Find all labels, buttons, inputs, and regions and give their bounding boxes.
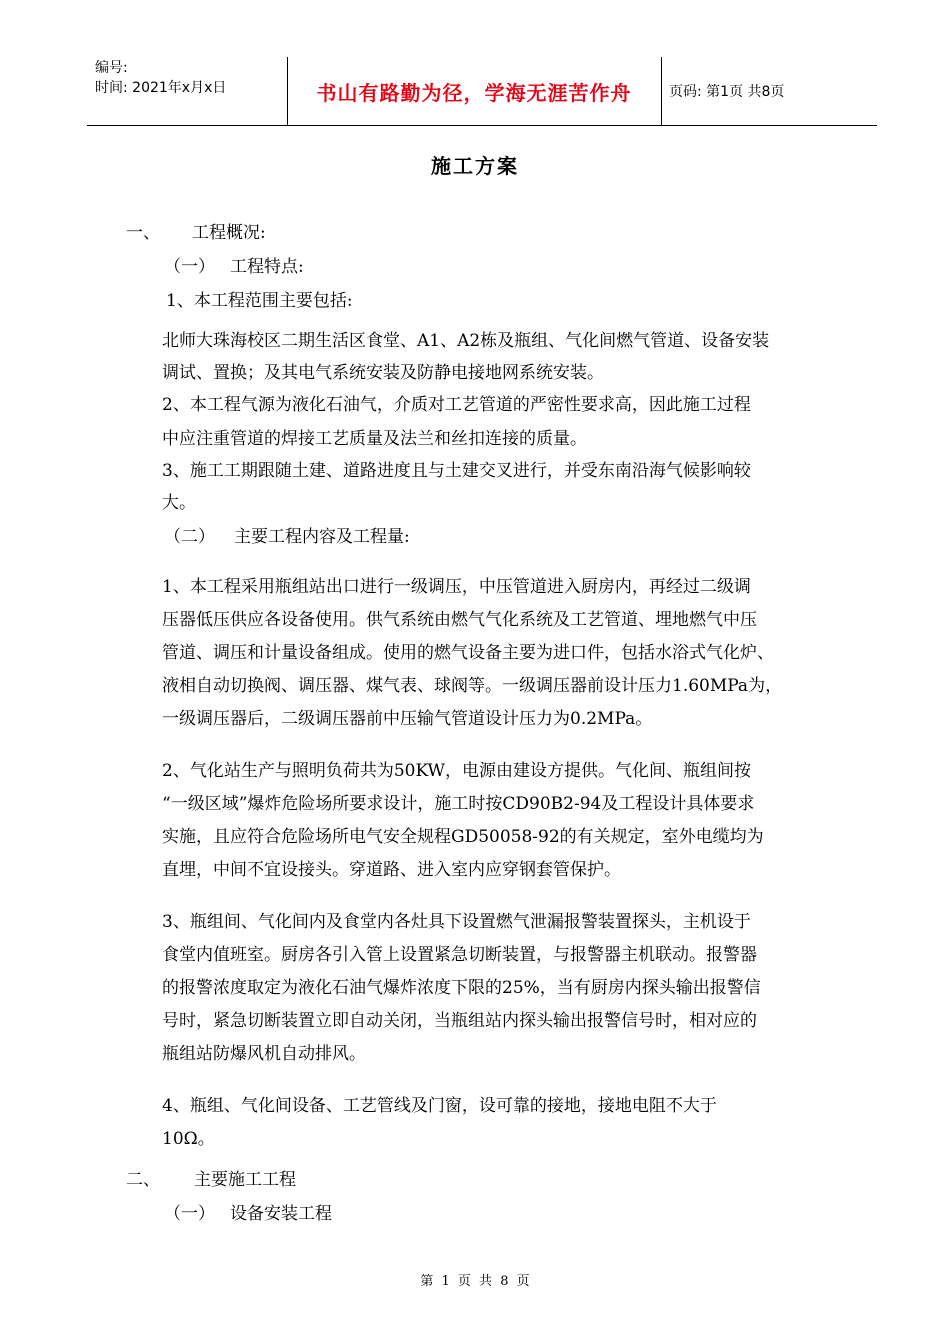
section-title: 主要施工工程: [194, 1170, 296, 1190]
subsection-title: 工程特点:: [230, 257, 304, 277]
subsection-number: （一）: [164, 1204, 215, 1224]
paragraph-line: 1、本工程范围主要包括:: [166, 291, 353, 311]
paragraph-line: 管道、调压和计量设备组成。使用的燃气设备主要为进口件，包括水浴式气化炉、: [162, 643, 774, 663]
section-heading-2: [126, 1165, 296, 1190]
header-meta: [95, 58, 285, 98]
paragraph-line: 实施，且应符合危险场所电气安全规程GD50058-92的有关规定，室外电缆均为: [162, 827, 764, 847]
paragraph-line: 食堂内值班室。厨房各引入管上设置紧急切断装置，与报警器主机联动。报警器: [162, 945, 757, 965]
header-page-number: 页码: 第1页 共8页: [669, 84, 785, 100]
paragraph-line: 的报警浓度取定为液化石油气爆炸浓度下限的25%，当有厨房内探头输出报警信: [162, 978, 761, 998]
paragraph-line: 2、本工程气源为液化石油气，介质对工艺管道的严密性要求高，因此施工过程: [162, 395, 751, 415]
paragraph-line: “一级区域”爆炸危险场所要求设计，施工时按CD90B2-94及工程设计具体要求: [162, 794, 755, 814]
section-number: 二、: [126, 1170, 160, 1190]
paragraph-line: 1、本工程采用瓶组站出口进行一级调压，中压管道进入厨房内，再经过二级调: [162, 577, 751, 597]
document-title: 施工方案: [431, 154, 519, 178]
paragraph-line: 直埋，中间不宜设接头。穿道路、进入室内应穿钢套管保护。: [162, 860, 621, 880]
subsection-number: （一）: [164, 257, 215, 277]
paragraph-line: 3、瓶组间、气化间内及食堂内各灶具下设置燃气泄漏报警装置探头，主机设于: [162, 912, 751, 932]
subsection-title: 设备安装工程: [230, 1204, 332, 1224]
page-footer: 第 1 页 共 8 页: [420, 1274, 530, 1289]
page-header: [87, 57, 877, 126]
paragraph-line: 大。: [162, 493, 196, 513]
subsection-heading-3: [164, 1199, 332, 1224]
subsection-heading-1: [164, 252, 304, 277]
header-divider: [661, 57, 662, 125]
paragraph-line: 10Ω。: [162, 1129, 215, 1149]
section-title: 工程概况:: [192, 223, 266, 243]
paragraph-line: 瓶组站防爆风机自动排风。: [162, 1044, 366, 1064]
paragraph-line: 中应注重管道的焊接工艺质量及法兰和丝扣连接的质量。: [162, 429, 587, 449]
paragraph-line: 3、施工工期跟随土建、道路进度且与土建交叉进行，并受东南沿海气候影响较: [162, 461, 751, 481]
section-heading-1: [126, 218, 266, 243]
paragraph-line: 液相自动切换阀、调压器、煤气表、球阀等。一级调压器前设计压力1.60MPa为，: [162, 676, 783, 696]
paragraph-line: 一级调压器后，二级调压器前中压输气管道设计压力为0.2MPa。: [162, 709, 653, 729]
document-number-label: 编号:: [95, 60, 128, 76]
header-motto: 书山有路勤为径，学海无涯苦作舟: [316, 80, 632, 105]
paragraph-line: 压器低压供应各设备使用。供气系统由燃气气化系统及工艺管道、埋地燃气中压: [162, 610, 757, 630]
subsection-title: 主要工程内容及工程量:: [234, 527, 410, 547]
subsection-number: （二）: [164, 527, 215, 547]
section-number: 一、: [126, 223, 160, 243]
paragraph-line: 4、瓶组、气化间设备、工艺管线及门窗，设可靠的接地，接地电阻不大于: [162, 1096, 717, 1116]
paragraph-line: 2、气化站生产与照明负荷共为50KW，电源由建设方提供。气化间、瓶组间按: [162, 761, 752, 781]
paragraph-line: 调试、置换；及其电气系统安装及防静电接地网系统安装。: [162, 363, 604, 383]
subsection-heading-2: [164, 522, 410, 547]
paragraph-line: 号时，紧急切断装置立即自动关闭，当瓶组站内探头输出报警信号时，相对应的: [162, 1011, 757, 1031]
paragraph-line: 北师大珠海校区二期生活区食堂、A1、A2栋及瓶组、气化间燃气管道、设备安装: [162, 331, 770, 351]
document-time-label: 时间: 2021年x月x日: [95, 80, 227, 96]
